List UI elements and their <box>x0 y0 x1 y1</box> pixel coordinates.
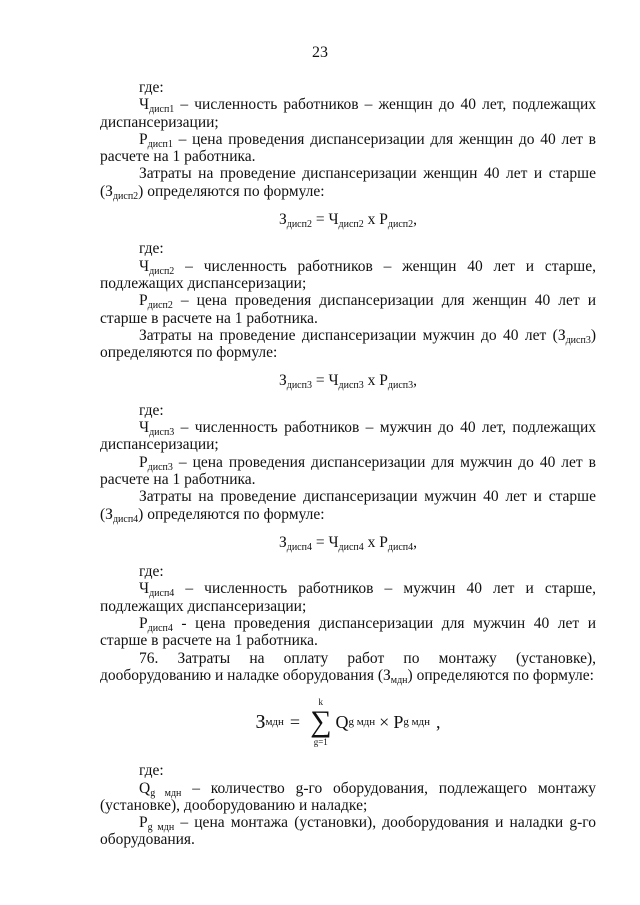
paragraph-intro-disp2: Затраты на проведение диспансеризации женщин 40 лет и старше $(З_{дисп2})$ определяются по формуле: <box>100 165 596 202</box>
formula-mdn: З мдн = k ∑ g=1 Q g мдн × P g мдн , <box>255 697 441 748</box>
formula-disp4: $З_{дисп4} = Ч_{дисп4}$ х $Р_{дисп4}$, <box>278 533 418 553</box>
formula-disp3: $З_{дисп3} = Ч_{дисп3}$ х $Р_{дисп3}$, <box>278 372 418 392</box>
definition-ch-disp3: $Ч_{дисп3}$ – численность работников – мужчин до 40 лет, подлежащих диспансеризации; <box>100 419 596 454</box>
page-number: 23 <box>312 44 328 61</box>
definition-ch-disp1: $Ч_{дисп1}$ – численность работников – женщин до 40 лет, подлежащих диспансеризации; <box>100 96 596 131</box>
definition-p-disp3: $Р_{дисп3}$ – цена проведения диспансеризации для мужчин до 40 лет в расчете на 1 работника. <box>100 453 596 488</box>
paragraph-intro-disp4: Затраты на проведение диспансеризации мужчин 40 лет и старше $(З_{дисп4})$ определяются по формуле: <box>100 488 596 525</box>
where-label: где: <box>139 401 164 419</box>
where-label: где: <box>139 240 164 258</box>
section-76-paragraph: 76. Затраты на оплату работ по монтажу (установке), дооборудованию и наладке оборудования $(З_{мдн})$ определяются по формуле: <box>100 649 596 686</box>
page-content <box>100 79 596 849</box>
definition-p-mdn: $Р_{g мдн}$ – цена монтажа (установки), дооборудования и наладки g-го оборудования. <box>100 814 596 849</box>
where-label: где: <box>139 79 164 96</box>
where-label: где: <box>139 563 164 581</box>
definition-p-disp1: $Р_{дисп1}$ – цена проведения диспансеризации для женщин до 40 лет в расчете на 1 работника. <box>100 130 596 166</box>
definition-q-mdn: $Q_{g мдн}$ – количество g-го оборудования, подлежащего монтажу (установке), дооборудованию и наладке; <box>100 779 596 814</box>
definition-ch-disp4: $Ч_{дисп4}$ – численность работников – мужчин 40 лет и старше, подлежащих диспансеризации; <box>100 580 596 615</box>
paragraph-intro-disp3: Затраты на проведение диспансеризации мужчин до 40 лет $(З_{дисп3})$ определяются по формуле: <box>100 326 596 362</box>
definition-p-disp2: $Р_{дисп2}$ – цена проведения диспансеризации для женщин 40 лет и старше в расчете на 1 работника. <box>100 292 596 327</box>
definition-p-disp4: $Р_{дисп4}$ - цена проведения диспансеризации для мужчин 40 лет и старше в расчете на 1 работника. <box>100 615 596 650</box>
summation-sign: k ∑ g=1 <box>310 697 332 748</box>
where-label: где: <box>139 762 164 780</box>
formula-disp2: $З_{дисп2} = Ч_{дисп2}$ х $Р_{дисп2}$, <box>278 211 418 231</box>
definition-ch-disp2: $Ч_{дисп2}$ – численность работников – женщин 40 лет и старше, подлежащих диспансеризации; <box>100 257 596 292</box>
